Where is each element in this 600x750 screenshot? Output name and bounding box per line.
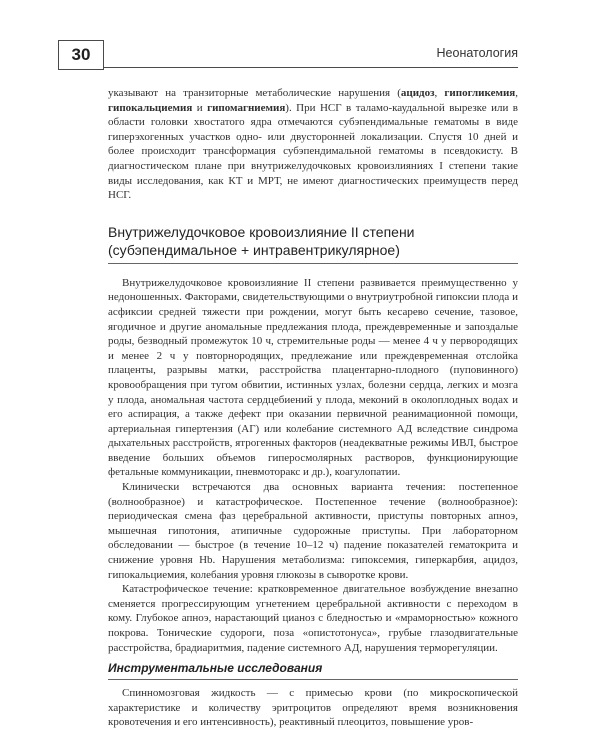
section-heading xyxy=(108,223,518,259)
section-rule xyxy=(108,263,518,264)
text-span: , xyxy=(515,87,519,99)
body-paragraph-4: Спинномозговая жидкость — с примесью крови (по микроскопической характеристике и количеству эритроцитов определяют время возникновения кровотечения и его интенсивность), реактивный плеоцитоз, повышение уров- xyxy=(108,687,518,729)
header-rule xyxy=(104,67,518,68)
running-title: Неонатология xyxy=(436,46,518,60)
body-paragraph-2: Клинически встречаются два основных варианта течения: постепенное (волнообразное) и катастрофическое. Постепенное течение (волнообразное): периодическая смена фаз церебральной активности, приступы повторных апноэ, мышечная гипотония, атипичные судорожные приступы. При лабораторном обследовании — быстрое (в течение 10–12 ч) падение показателей гематокрита и снижение уровня Hb. Нарушения метаболизма: гипоксемия, гиперкарбия, ацидоз, гипокальциемия, колебания уровня глюкозы в сыворотке крови. xyxy=(108,481,518,581)
section-title-line2: (субэпендимальное + интравентрикулярное) xyxy=(108,241,400,258)
text-span: , xyxy=(434,87,445,99)
bold-term: гипогликемия xyxy=(444,87,516,99)
page-number-box xyxy=(58,40,104,70)
bold-term: ацидоз xyxy=(400,87,435,99)
bold-term: гипокальциемия xyxy=(108,101,193,114)
intro-paragraph xyxy=(108,86,518,203)
subsection-heading: Инструментальные исследования xyxy=(108,661,323,676)
page-body xyxy=(108,86,518,730)
section-title-line1: Внутрижелудочковое кровоизлияние II степени xyxy=(108,223,415,240)
bold-term: гипомагниемия xyxy=(207,101,286,114)
text-span: указывают на транзиторные метаболические нарушения ( xyxy=(108,87,401,99)
body-paragraph-3: Катастрофическое течение: кратковременное двигательное возбуждение внезапно сменяется прогрессирующим угнетением церебральной активности с переходом в кому. Глубокое апноэ, нарастающий цианоз с бледностью и «мраморностью» кожного покрова. Тонические судороги, поза «опистотонуса», грубые глазодвигательные расстройства, брадиаритмия, падение системного АД, нарушения терморегуляции. xyxy=(108,583,518,654)
body-paragraph-1: Внутрижелудочковое кровоизлияние II степени развивается преимущественно у недоношенных. Факторами, свидетельствующими о внутриутробной гипоксии плода и асфиксии средней тяжести при рождении, могут быть кесарево сечение, тазовое, ягодичное и другие аномальные предлежания плода, преждевременные и запоздалые роды, безводный промежуток 10 ч, стремительные роды — менее 4 ч у первородящих и менее 2 ч у повторнородящих, предлежание или преждевременная отслойка плаценты, разрывы матки, расстройства плацентарно-плодного (пуповинного) кровообращения при тугом обвитии, истинных узлах, болезни сердца, легких и мозга у плода, аномальная частота сердцебиений у плода, меконий в околоплодных водах и его аспирация, а также дефект при оказании первичной реанимационной помощи, артериальная гипертензия (АГ) или колебание системного АД вследствие синдрома дыхательных расстройств, ятрогенных факторов (неадекватные режимы ИВЛ, быстрое введение больших объемов гиперосмолярных растворов, функционирующие фетальные коммуникации, пневмоторакс и др.), коагулопатии. xyxy=(108,276,518,479)
text-span: ). При НСГ в таламо-каудальной вырезке или в области головки хвостатого ядра отмечаются субэпендимальные гематомы в виде гиперэхогенных участков одно- или двусторонней локализации. Спустя 10 дней и более происходит трансформация субэпендимальной гематомы в псевдокисту. В диагностическом плане при внутрижелудочковых кровоизлияниях I степени такие виды исследования, как КТ и МРТ, не имеют диагностических преимуществ перед НСГ. xyxy=(108,101,518,202)
text-span: и xyxy=(192,101,208,114)
page-number: 30 xyxy=(71,45,91,64)
subsection-rule xyxy=(108,679,518,680)
